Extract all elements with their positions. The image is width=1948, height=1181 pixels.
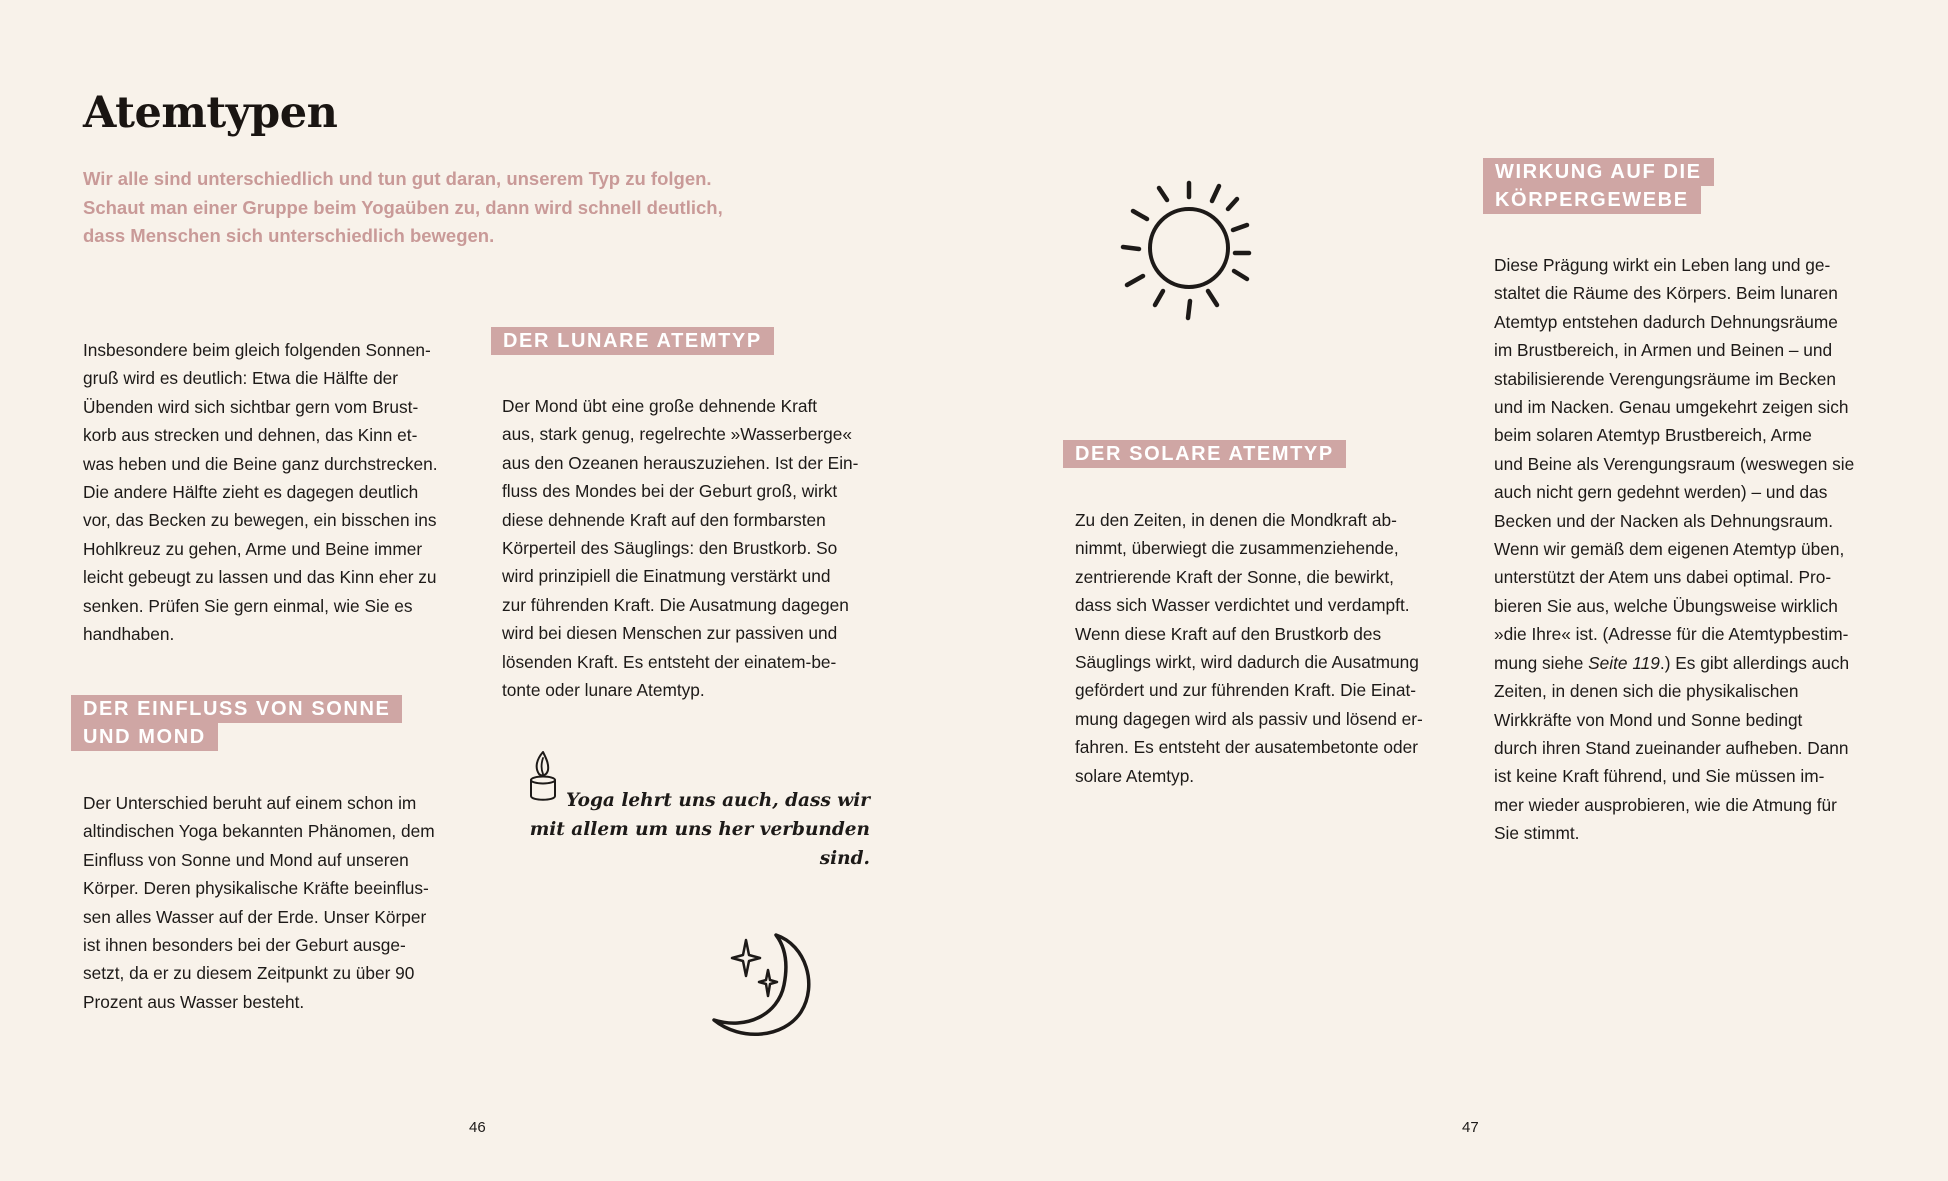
heading-line: WIRKUNG AUF DIE: [1483, 158, 1714, 186]
heading-solar: [1063, 440, 1346, 468]
heading-line: DER LUNARE ATEMTYP: [491, 327, 774, 355]
wirkung-text-part: .) Es gibt allerdings auch Zeiten, in denen sich die physikalischen Wirkkräfte von Mond und Sonne bedingt durch ihren Stand zueinander aufheben. Dann ist keine Kraft führend, und Sie müssen im- mer wieder ausprobieren, wie die Atmung für Sie stimmt.: [1494, 652, 1850, 844]
einfluss-text-block: [83, 789, 473, 1016]
heading-line: KÖRPERGEWEBE: [1483, 186, 1701, 214]
page-number-right: 47: [1462, 1119, 1479, 1136]
paragraph-solar: Zu den Zeiten, in denen die Mondkraft ab- nimmt, überwiegt die zusammenziehende, zentrierende Kraft der Sonne, die bewirkt, dass sich Wasser verdichtet und verdampft. Wenn diese Kraft auf den Brustkorb des Säuglings wirkt, wird dadurch die Ausatmung gefördert und zur führenden Kraft. Die Einat- mung dagegen wird als passiv und lösend er- fahren. Es entsteht der ausatembetonte oder solare Atemtyp.: [1075, 510, 1423, 786]
page-number-left: 46: [469, 1119, 486, 1136]
intro-line: Wir alle sind unterschiedlich und tun gut daran, unserem Typ zu folgen.: [83, 168, 712, 189]
heading-line: DER EINFLUSS VON SONNE: [71, 695, 402, 723]
page-title: Atemtypen: [83, 88, 338, 138]
paragraph-einfluss: Der Unterschied beruht auf einem schon im altindischen Yoga bekannten Phänomen, dem Einfluss von Sonne und Mond auf unseren Körper. Deren physikalische Kräfte beeinflus- sen alles Wasser auf der Erde. Unser Körper ist ihnen besonders bei der Geburt ausge- setzt, da er zu diesem Zeitpunkt zu über 90 Prozent aus Wasser besteht.: [83, 793, 435, 1012]
right-page: [974, 0, 1948, 1181]
paragraph-sonnengruss: Insbesondere beim gleich folgenden Sonnen- gruß wird es deutlich: Etwa die Hälfte der Übenden wird sich sichtbar gern vom Brust- korb aus strecken und dehnen, das Kinn et- was heben und die Beine ganz durchstrecken. Die andere Hälfte zieht es dagegen deutlich vor, das Becken zu bewegen, ein bisschen ins Hohlkreuz zu gehen, Arme und Beine immer leicht gebeugt zu lassen und das Kinn eher zu senken. Prüfen Sie gern einmal, wie Sie es handhaben.: [83, 340, 438, 645]
heading-wirkung: [1483, 158, 1714, 214]
column-one-text: [83, 336, 473, 648]
heading-einfluss: [71, 695, 402, 751]
lunar-text-block: [502, 392, 902, 704]
solar-text-block: [1075, 506, 1475, 790]
heading-line: UND MOND: [71, 723, 218, 751]
heading-lunar: [491, 327, 774, 355]
moon-stars-icon: [706, 930, 826, 1042]
quote-line: mit allem um uns her verbunden sind.: [529, 819, 870, 869]
quote-line: Yoga lehrt uns auch, dass wir: [566, 790, 870, 811]
quote: [520, 786, 870, 873]
intro-line: dass Menschen sich unterschiedlich bewegen.: [83, 225, 495, 246]
wirkung-text-block: [1494, 251, 1914, 848]
sun-icon: [1119, 175, 1269, 325]
intro-line: Schaut man einer Gruppe beim Yogaüben zu, dann wird schnell deutlich,: [83, 196, 723, 218]
heading-line: DER SOLARE ATEMTYP: [1063, 440, 1346, 468]
page-reference: Seite 119: [1588, 652, 1660, 673]
paragraph-wirkung: [1494, 251, 1914, 848]
paragraph-lunar: Der Mond übt eine große dehnende Kraft aus, stark genug, regelrechte »Wasserberge« aus den Ozeanen herauszuziehen. Ist der Ein- fluss des Mondes bei der Geburt groß, wirkt diese dehnende Kraft auf den formbarsten Körperteil des Säuglings: den Brustkorb. So wird prinzipiell die Einatmung verstärkt und zur führenden Kraft. Die Ausatmung dagegen wird bei diesen Menschen zur passiven und lösenden Kraft. Es entsteht der einatem-be- tonte oder lunare Atemtyp.: [502, 396, 859, 701]
intro-text: [83, 165, 773, 251]
wirkung-text-part: Diese Prägung wirkt ein Leben lang und ge- staltet die Räume des Körpers. Beim lunaren Atemtyp entstehen dadurch Dehnungsräume im Brustbereich, in Armen und Beinen – und stabilisierende Verengungsräume im Becken und im Nacken. Genau umgekehrt zeigen sich beim solaren Atemtyp Brustbereich, Arme und Beine als Verengungsraum (weswegen sie auch nicht gern gedehnt werden) – und das Becken und der Nacken als Dehnungsraum. Wenn wir gemäß dem eigenen Atemtyp üben, unterstützt der Atem uns dabei optimal. Pro- bieren Sie aus, welche Übungsweise wirklich »die Ihre« ist. (Adresse für die Atemtypbestim- mung siehe: [1494, 255, 1855, 673]
